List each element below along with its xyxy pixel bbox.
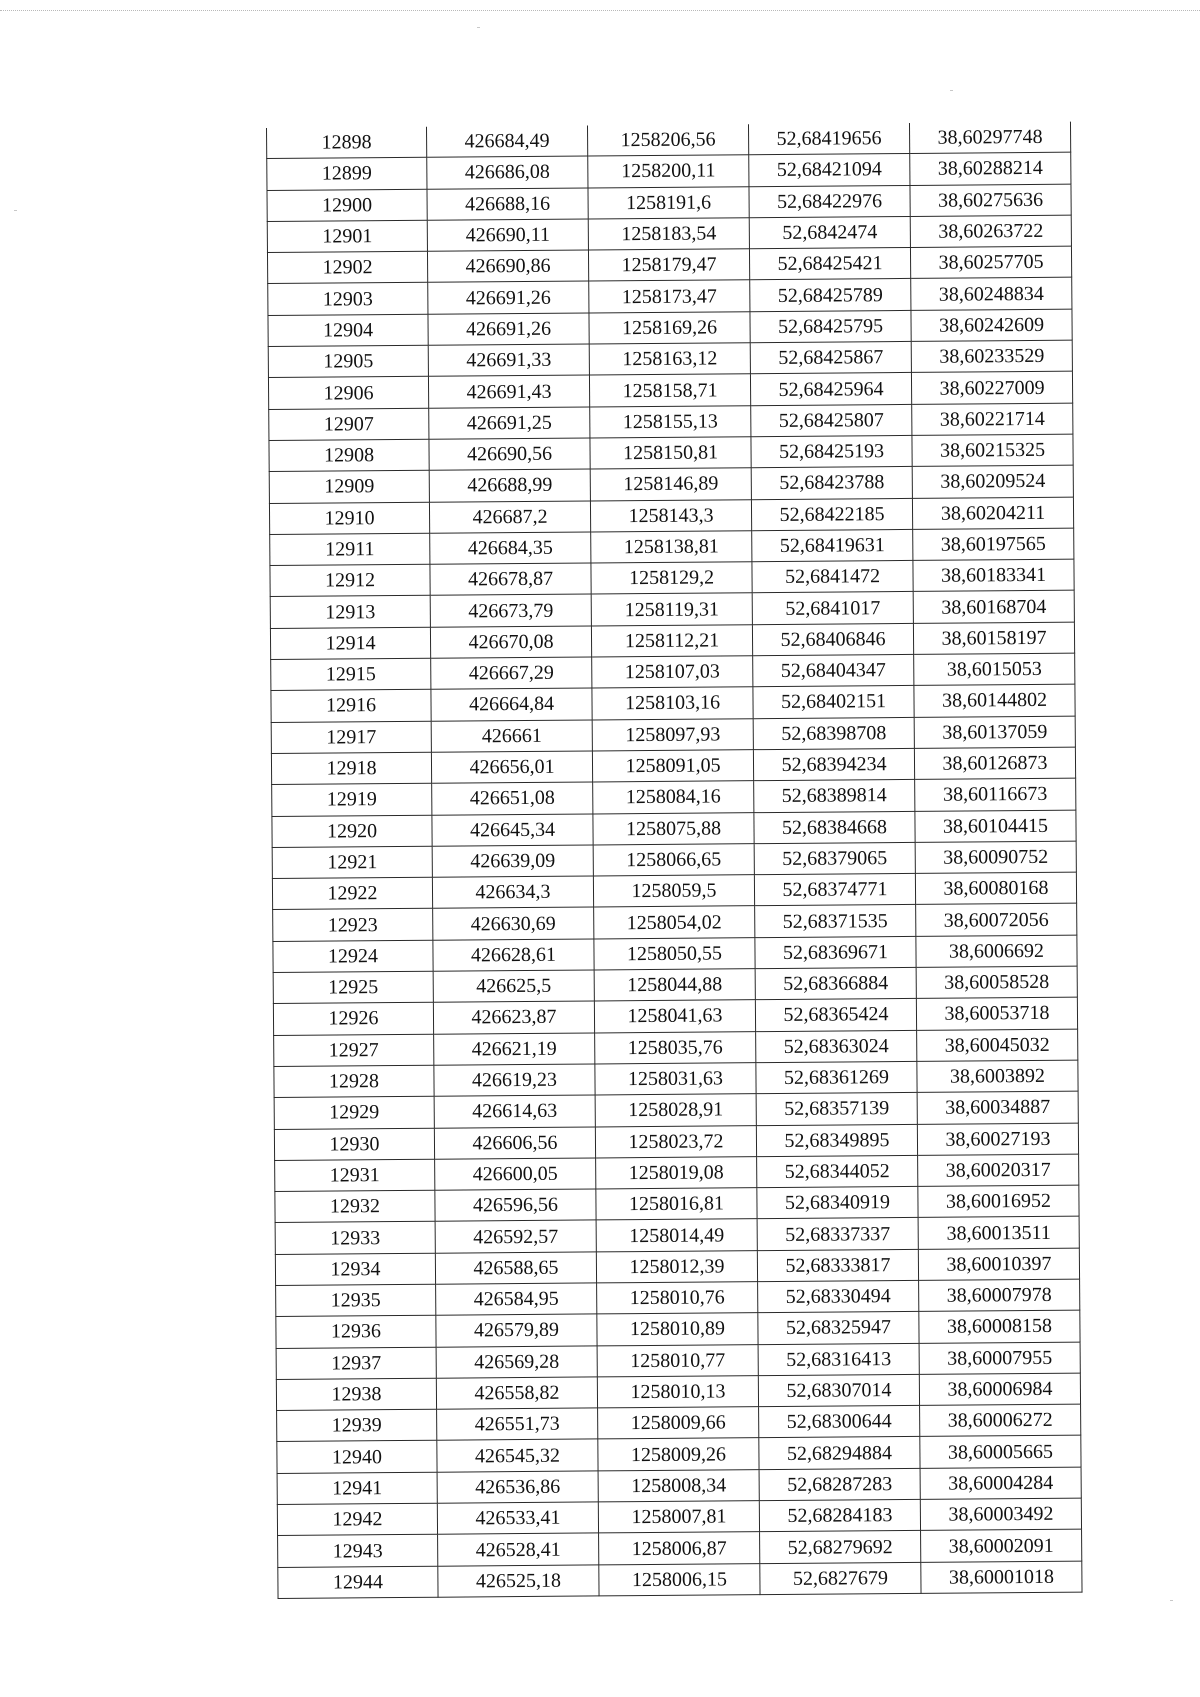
point-number-cell: 12901 [267, 220, 427, 253]
y-coordinate-cell: 1258155,13 [590, 405, 751, 438]
point-number-cell: 12919 [272, 783, 432, 816]
y-coordinate-cell: 1258112,21 [591, 624, 752, 657]
latitude-cell: 52,68384668 [754, 811, 915, 844]
scan-speck [1170, 1600, 1173, 1601]
latitude-cell: 52,68325947 [758, 1312, 919, 1345]
longitude-cell: 38,60144802 [914, 685, 1075, 718]
x-coordinate-cell: 426533,41 [437, 1502, 598, 1535]
x-coordinate-cell: 426584,95 [436, 1283, 597, 1316]
x-coordinate-cell: 426690,11 [427, 219, 588, 252]
point-number-cell: 12899 [267, 158, 427, 191]
y-coordinate-cell: 1258041,63 [594, 1000, 755, 1033]
latitude-cell: 52,68419631 [752, 529, 913, 562]
latitude-cell: 52,6842474 [749, 216, 910, 249]
point-number-cell: 12943 [278, 1535, 438, 1568]
point-number-cell: 12908 [269, 439, 429, 472]
point-number-cell: 12912 [270, 564, 430, 597]
y-coordinate-cell: 1258119,31 [591, 593, 752, 626]
y-coordinate-cell: 1258150,81 [590, 437, 751, 470]
point-number-cell: 12938 [276, 1378, 436, 1411]
y-coordinate-cell: 1258010,89 [597, 1313, 758, 1346]
x-coordinate-cell: 426686,08 [427, 156, 588, 189]
longitude-cell: 38,60204211 [912, 497, 1073, 530]
y-coordinate-cell: 1258009,26 [598, 1438, 759, 1471]
y-coordinate-cell: 1258008,34 [598, 1469, 759, 1502]
point-number-cell: 12934 [275, 1253, 435, 1286]
latitude-cell: 52,68284183 [759, 1499, 920, 1532]
x-coordinate-cell: 426625,5 [433, 970, 594, 1003]
x-coordinate-cell: 426684,35 [430, 532, 591, 565]
longitude-cell: 38,60263722 [910, 215, 1071, 248]
latitude-cell: 52,68366884 [755, 967, 916, 1000]
x-coordinate-cell: 426684,49 [426, 125, 587, 157]
x-coordinate-cell: 426651,08 [432, 782, 593, 815]
point-number-cell: 12906 [268, 377, 428, 410]
latitude-cell: 52,68425193 [751, 435, 912, 468]
x-coordinate-cell: 426691,25 [429, 407, 590, 440]
x-coordinate-cell: 426661 [431, 720, 592, 753]
longitude-cell: 38,60027193 [917, 1123, 1078, 1156]
point-number-cell: 12936 [276, 1315, 436, 1348]
longitude-cell: 38,60053718 [916, 997, 1077, 1030]
y-coordinate-cell: 1258059,5 [593, 875, 754, 908]
latitude-cell: 52,68422185 [751, 498, 912, 531]
point-number-cell: 12917 [271, 721, 431, 754]
y-coordinate-cell: 1258084,16 [593, 781, 754, 814]
x-coordinate-cell: 426545,32 [437, 1439, 598, 1472]
x-coordinate-cell: 426639,09 [432, 845, 593, 878]
latitude-cell: 52,68425795 [750, 310, 911, 343]
y-coordinate-cell: 1258191,6 [588, 186, 749, 219]
point-number-cell: 12932 [275, 1190, 435, 1223]
x-coordinate-cell: 426667,29 [431, 657, 592, 690]
x-coordinate-cell: 426656,01 [431, 751, 592, 784]
point-number-cell: 12939 [277, 1409, 437, 1442]
longitude-cell: 38,60080168 [915, 872, 1076, 905]
point-number-cell: 12918 [271, 752, 431, 785]
longitude-cell: 38,60104415 [915, 810, 1076, 843]
point-number-cell: 12941 [277, 1472, 437, 1505]
latitude-cell: 52,68425421 [749, 248, 910, 281]
x-coordinate-cell: 426645,34 [432, 813, 593, 846]
longitude-cell: 38,60001018 [921, 1561, 1082, 1594]
x-coordinate-cell: 426588,65 [435, 1252, 596, 1285]
point-number-cell: 12920 [272, 815, 432, 848]
latitude-cell: 52,68371535 [755, 905, 916, 938]
latitude-cell: 52,68337337 [757, 1218, 918, 1251]
scan-top-edge [0, 10, 1200, 11]
latitude-cell: 52,68425789 [750, 279, 911, 312]
x-coordinate-cell: 426551,73 [437, 1408, 598, 1441]
point-number-cell: 12910 [269, 502, 429, 535]
y-coordinate-cell: 1258044,88 [594, 969, 755, 1002]
y-coordinate-cell: 1258146,89 [590, 468, 751, 501]
point-number-cell: 12898 [266, 127, 426, 159]
latitude-cell: 52,68423788 [751, 467, 912, 500]
x-coordinate-cell: 426619,23 [434, 1064, 595, 1097]
y-coordinate-cell: 1258010,77 [597, 1344, 758, 1377]
longitude-cell: 38,60003492 [920, 1498, 1081, 1531]
y-coordinate-cell: 1258010,13 [597, 1376, 758, 1409]
y-coordinate-cell: 1258006,15 [599, 1563, 760, 1596]
point-number-cell: 12926 [273, 1003, 433, 1036]
x-coordinate-cell: 426691,43 [428, 375, 589, 408]
x-coordinate-cell: 426688,99 [429, 469, 590, 502]
latitude-cell: 52,68307014 [758, 1374, 919, 1407]
x-coordinate-cell: 426592,57 [435, 1220, 596, 1253]
y-coordinate-cell: 1258091,05 [592, 750, 753, 783]
latitude-cell: 52,6841472 [752, 561, 913, 594]
y-coordinate-cell: 1258143,3 [590, 499, 751, 532]
y-coordinate-cell: 1258023,72 [595, 1125, 756, 1158]
y-coordinate-cell: 1258028,91 [595, 1094, 756, 1127]
y-coordinate-cell: 1258075,88 [593, 812, 754, 845]
longitude-cell: 38,60257705 [910, 246, 1071, 279]
longitude-cell: 38,60248834 [911, 278, 1072, 311]
longitude-cell: 38,60034887 [917, 1091, 1078, 1124]
longitude-cell: 38,6015053 [914, 653, 1075, 686]
longitude-cell: 38,60072056 [916, 904, 1077, 937]
latitude-cell: 52,68419656 [748, 123, 909, 155]
longitude-cell: 38,60090752 [915, 841, 1076, 874]
latitude-cell: 52,68406846 [752, 623, 913, 656]
latitude-cell: 52,68425964 [750, 373, 911, 406]
point-number-cell: 12909 [269, 470, 429, 503]
latitude-cell: 52,68333817 [757, 1249, 918, 1282]
y-coordinate-cell: 1258173,47 [589, 280, 750, 313]
latitude-cell: 52,68363024 [756, 1030, 917, 1063]
x-coordinate-cell: 426634,3 [432, 876, 593, 909]
longitude-cell: 38,6006692 [916, 935, 1077, 968]
y-coordinate-cell: 1258014,49 [596, 1219, 757, 1252]
longitude-cell: 38,60209524 [912, 465, 1073, 498]
point-number-cell: 12927 [274, 1034, 434, 1067]
longitude-cell: 38,60242609 [911, 309, 1072, 342]
y-coordinate-cell: 1258179,47 [588, 249, 749, 282]
longitude-cell: 38,60020317 [918, 1154, 1079, 1187]
point-number-cell: 12914 [270, 627, 430, 660]
longitude-cell: 38,60004284 [920, 1467, 1081, 1500]
y-coordinate-cell: 1258183,54 [588, 218, 749, 251]
latitude-cell: 52,68379065 [754, 842, 915, 875]
latitude-cell: 52,68344052 [757, 1155, 918, 1188]
x-coordinate-cell: 426687,2 [429, 501, 590, 534]
longitude-cell: 38,60010397 [918, 1248, 1079, 1281]
latitude-cell: 52,68425807 [751, 404, 912, 437]
point-number-cell: 12929 [274, 1096, 434, 1129]
longitude-cell: 38,60215325 [912, 434, 1073, 467]
x-coordinate-cell: 426600,05 [435, 1158, 596, 1191]
latitude-cell: 52,68374771 [754, 874, 915, 907]
x-coordinate-cell: 426525,18 [438, 1565, 599, 1598]
latitude-cell: 52,68361269 [756, 1061, 917, 1094]
longitude-cell: 38,60116673 [915, 778, 1076, 811]
latitude-cell: 52,6827679 [760, 1562, 921, 1595]
x-coordinate-cell: 426614,63 [434, 1095, 595, 1128]
point-number-cell: 12940 [277, 1441, 437, 1474]
longitude-cell: 38,60137059 [914, 716, 1075, 749]
point-number-cell: 12935 [276, 1284, 436, 1317]
longitude-cell: 38,60045032 [917, 1029, 1078, 1062]
x-coordinate-cell: 426621,19 [434, 1033, 595, 1066]
latitude-cell: 52,68330494 [758, 1280, 919, 1313]
y-coordinate-cell: 1258035,76 [595, 1031, 756, 1064]
point-number-cell: 12931 [275, 1159, 435, 1192]
x-coordinate-cell: 426606,56 [434, 1126, 595, 1159]
y-coordinate-cell: 1258010,76 [597, 1282, 758, 1315]
point-number-cell: 12915 [271, 658, 431, 691]
y-coordinate-cell: 1258006,87 [599, 1532, 760, 1565]
point-number-cell: 12911 [270, 533, 430, 566]
x-coordinate-cell: 426673,79 [430, 594, 591, 627]
y-coordinate-cell: 1258158,71 [589, 374, 750, 407]
point-number-cell: 12903 [268, 283, 428, 316]
latitude-cell: 52,68402151 [753, 686, 914, 719]
point-number-cell: 12905 [268, 345, 428, 378]
longitude-cell: 38,60227009 [911, 372, 1072, 405]
y-coordinate-cell: 1258097,93 [592, 718, 753, 751]
longitude-cell: 38,60158197 [913, 622, 1074, 655]
scan-speck [14, 210, 17, 211]
y-coordinate-cell: 1258163,12 [589, 343, 750, 376]
x-coordinate-cell: 426691,26 [428, 281, 589, 314]
y-coordinate-cell: 1258019,08 [596, 1156, 757, 1189]
point-number-cell: 12916 [271, 690, 431, 723]
x-coordinate-cell: 426579,89 [436, 1314, 597, 1347]
x-coordinate-cell: 426628,61 [433, 939, 594, 972]
x-coordinate-cell: 426528,41 [438, 1533, 599, 1566]
latitude-cell: 52,68340919 [757, 1187, 918, 1220]
y-coordinate-cell: 1258138,81 [591, 531, 752, 564]
x-coordinate-cell: 426691,26 [428, 313, 589, 346]
y-coordinate-cell: 1258066,65 [593, 844, 754, 877]
x-coordinate-cell: 426623,87 [433, 1001, 594, 1034]
latitude-cell: 52,6841017 [752, 592, 913, 625]
latitude-cell: 52,68349895 [756, 1124, 917, 1157]
longitude-cell: 38,6003892 [917, 1060, 1078, 1093]
point-number-cell: 12904 [268, 314, 428, 347]
longitude-cell: 38,60013511 [918, 1217, 1079, 1250]
x-coordinate-cell: 426688,16 [427, 188, 588, 221]
point-number-cell: 12944 [278, 1566, 438, 1599]
y-coordinate-cell: 1258200,11 [588, 155, 749, 188]
latitude-cell: 52,68316413 [758, 1343, 919, 1376]
y-coordinate-cell: 1258007,81 [598, 1501, 759, 1534]
table-row [278, 1561, 1082, 1599]
y-coordinate-cell: 1258009,66 [598, 1407, 759, 1440]
longitude-cell: 38,60168704 [913, 591, 1074, 624]
y-coordinate-cell: 1258206,56 [587, 124, 748, 156]
latitude-cell: 52,68425867 [750, 342, 911, 375]
longitude-cell: 38,60007955 [919, 1342, 1080, 1375]
latitude-cell: 52,68287283 [759, 1468, 920, 1501]
longitude-cell: 38,60007978 [919, 1279, 1080, 1312]
longitude-cell: 38,60126873 [914, 747, 1075, 780]
x-coordinate-cell: 426569,28 [436, 1346, 597, 1379]
coordinates-table-body [266, 122, 1082, 1599]
x-coordinate-cell: 426664,84 [431, 688, 592, 721]
point-number-cell: 12907 [269, 408, 429, 441]
latitude-cell: 52,68389814 [754, 780, 915, 813]
y-coordinate-cell: 1258012,39 [596, 1250, 757, 1283]
longitude-cell: 38,60297748 [909, 122, 1070, 154]
y-coordinate-cell: 1258107,03 [592, 656, 753, 689]
point-number-cell: 12937 [276, 1347, 436, 1380]
y-coordinate-cell: 1258129,2 [591, 562, 752, 595]
latitude-cell: 52,68369671 [755, 936, 916, 969]
x-coordinate-cell: 426690,56 [429, 438, 590, 471]
coordinates-table [266, 122, 1083, 1599]
point-number-cell: 12923 [273, 909, 433, 942]
latitude-cell: 52,68357139 [756, 1093, 917, 1126]
latitude-cell: 52,68404347 [753, 654, 914, 687]
point-number-cell: 12942 [277, 1503, 437, 1536]
longitude-cell: 38,60006272 [920, 1404, 1081, 1437]
x-coordinate-cell: 426630,69 [433, 907, 594, 940]
latitude-cell: 52,68398708 [753, 717, 914, 750]
latitude-cell: 52,68394234 [753, 748, 914, 781]
longitude-cell: 38,60288214 [910, 152, 1071, 185]
longitude-cell: 38,60197565 [913, 528, 1074, 561]
longitude-cell: 38,60221714 [912, 403, 1073, 436]
longitude-cell: 38,60233529 [911, 340, 1072, 373]
point-number-cell: 12902 [267, 251, 427, 284]
longitude-cell: 38,60275636 [910, 184, 1071, 217]
x-coordinate-cell: 426670,08 [430, 626, 591, 659]
y-coordinate-cell: 1258103,16 [592, 687, 753, 720]
x-coordinate-cell: 426596,56 [435, 1189, 596, 1222]
scan-speck [477, 27, 480, 28]
point-number-cell: 12930 [274, 1128, 434, 1161]
point-number-cell: 12913 [270, 596, 430, 629]
latitude-cell: 52,68365424 [755, 999, 916, 1032]
x-coordinate-cell: 426558,82 [436, 1377, 597, 1410]
longitude-cell: 38,60183341 [913, 559, 1074, 592]
latitude-cell: 52,68422976 [749, 185, 910, 218]
point-number-cell: 12921 [272, 846, 432, 879]
y-coordinate-cell: 1258169,26 [589, 311, 750, 344]
point-number-cell: 12933 [275, 1222, 435, 1255]
longitude-cell: 38,60008158 [919, 1310, 1080, 1343]
point-number-cell: 12900 [267, 189, 427, 222]
x-coordinate-cell: 426536,86 [437, 1471, 598, 1504]
x-coordinate-cell: 426678,87 [430, 563, 591, 596]
latitude-cell: 52,68300644 [759, 1406, 920, 1439]
latitude-cell: 52,68279692 [760, 1531, 921, 1564]
y-coordinate-cell: 1258016,81 [596, 1188, 757, 1221]
latitude-cell: 52,68294884 [759, 1437, 920, 1470]
longitude-cell: 38,60005665 [920, 1436, 1081, 1469]
longitude-cell: 38,60006984 [919, 1373, 1080, 1406]
point-number-cell: 12922 [272, 877, 432, 910]
longitude-cell: 38,60016952 [918, 1185, 1079, 1218]
scan-speck [950, 90, 953, 91]
point-number-cell: 12925 [273, 971, 433, 1004]
x-coordinate-cell: 426690,86 [427, 250, 588, 283]
y-coordinate-cell: 1258031,63 [595, 1063, 756, 1096]
point-number-cell: 12928 [274, 1065, 434, 1098]
longitude-cell: 38,60058528 [916, 966, 1077, 999]
longitude-cell: 38,60002091 [921, 1529, 1082, 1562]
point-number-cell: 12924 [273, 940, 433, 973]
y-coordinate-cell: 1258054,02 [594, 906, 755, 939]
y-coordinate-cell: 1258050,55 [594, 937, 755, 970]
x-coordinate-cell: 426691,33 [428, 344, 589, 377]
latitude-cell: 52,68421094 [749, 154, 910, 187]
